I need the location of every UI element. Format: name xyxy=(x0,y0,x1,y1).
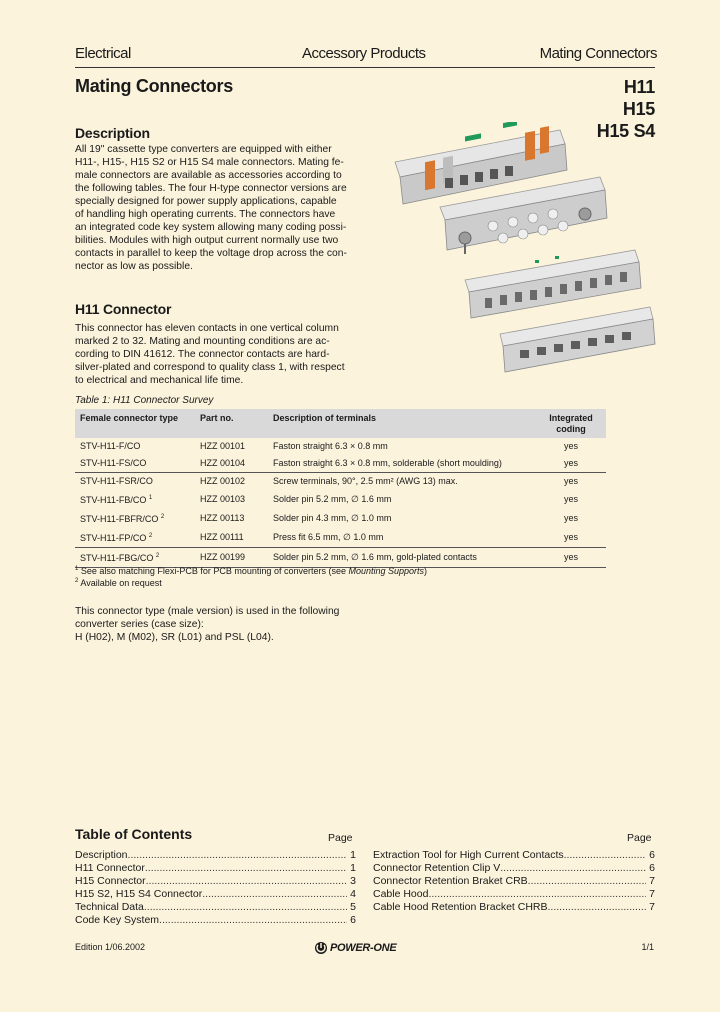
toc-entry-label: Cable Hood xyxy=(373,888,429,900)
h11-line: to electrical and mechanical life time. xyxy=(75,375,244,386)
type-tag-h11: H11 xyxy=(623,77,655,97)
footnote-marker: 2 xyxy=(160,514,165,520)
toc-entry-h15-connector[interactable] xyxy=(75,875,356,888)
cell-part: HZZ 00111 xyxy=(200,532,244,542)
cell-part: HZZ 00113 xyxy=(200,513,245,523)
cell-type-text: STV-H11-FP/CO xyxy=(80,533,147,543)
toc-entry-label: Connector Retention Braket CRB xyxy=(373,875,528,887)
toc-entry-label: H15 S2, H15 S4 Connector xyxy=(75,888,203,900)
header-rule xyxy=(75,67,655,68)
cell-type xyxy=(75,509,195,528)
toc-entry-h11-connector[interactable] xyxy=(75,862,356,875)
toc-entry-label: Technical Data xyxy=(75,901,144,913)
toc-entry-label: H11 Connector xyxy=(75,862,145,874)
toc-entry-page: 1 xyxy=(350,862,356,874)
description-line: specially designed for power supply applications, capable xyxy=(75,196,337,207)
footnote-1-reference: Mounting Supports xyxy=(348,566,425,576)
usage-text xyxy=(75,605,357,644)
header-category-label: Accessory Products xyxy=(302,45,426,62)
usage-line: This connector type (male version) is used in the following xyxy=(75,606,340,617)
cell-type-text: STV-H11-FBG/CO xyxy=(80,553,154,563)
description-text xyxy=(75,143,357,273)
toc-entry-retention-braket[interactable] xyxy=(373,875,655,888)
cell-type: STV-H11-F/CO xyxy=(80,441,141,451)
table-row xyxy=(75,455,606,473)
cell-description: Solder pin 5.2 mm, ∅ 1.6 mm, gold-plated contacts xyxy=(268,548,536,568)
footnote-marker: 2 xyxy=(155,553,160,559)
logo-wordmark: POWER-ONE xyxy=(330,942,397,954)
page-number: 1/1 xyxy=(641,942,654,952)
footnote-1: $^1$ See also matching Flexi-PCB for PCB mounting of converters (see Mounting Supports) xyxy=(75,566,428,576)
col-header-description: Description of terminals xyxy=(268,409,536,438)
cell-part: HZZ 00101 xyxy=(200,441,246,451)
toc-page-label-left: Page xyxy=(328,832,353,844)
usage-line: converter series (case size): xyxy=(75,619,204,630)
description-line: All 19" cassette type converters are equipped with either xyxy=(75,144,332,155)
cell-type xyxy=(75,528,195,548)
toc-entry-page: 7 xyxy=(649,888,655,900)
footnote-2: $^2$ Available on request xyxy=(75,578,162,588)
description-line: of handling high operating currents. The connectors have xyxy=(75,209,336,220)
toc-entry-page: 7 xyxy=(649,901,655,913)
toc-entry-page: 6 xyxy=(649,849,655,861)
toc-entry-retention-clip[interactable] xyxy=(373,862,655,875)
footnote-marker: 1 xyxy=(148,495,153,501)
h11-line: This connector has eleven contacts in one vertical column xyxy=(75,323,339,334)
table-row xyxy=(75,473,606,491)
cell-type xyxy=(75,548,195,568)
connector-h11-image xyxy=(465,250,641,318)
toc-entry-cable-hood-bracket[interactable] xyxy=(373,901,655,914)
cell-type-text: STV-H11-FB/CO xyxy=(80,495,147,505)
description-line: an integrated code key system allowing many coding possi- xyxy=(75,222,347,233)
connector-photo xyxy=(385,122,660,380)
type-tag-h15-s4: H15 S4 xyxy=(596,121,655,141)
cell-coding: yes xyxy=(536,473,606,491)
cell-description: Faston straight 6.3 × 0.8 mm, solderable (short moulding) xyxy=(273,458,502,468)
cell-description: Solder pin 5.2 mm, ∅ 1.6 mm xyxy=(273,494,392,504)
cell-type: STV-H11-FS/CO xyxy=(80,458,147,468)
description-line: nector as low as possible. xyxy=(75,261,193,272)
cell-coding: yes xyxy=(563,513,578,523)
description-heading: Description xyxy=(75,125,150,141)
toc-entry-page: 6 xyxy=(649,862,655,874)
toc-entry-label: Extraction Tool for High Current Contacts xyxy=(373,849,564,861)
cell-coding: yes xyxy=(563,441,578,451)
cell-part: HZZ 00199 xyxy=(195,548,268,568)
table-caption: Table 1: H11 Connector Survey xyxy=(75,395,214,406)
cell-part: HZZ 00102 xyxy=(195,473,268,491)
footnote-1-end: ) xyxy=(424,566,428,576)
cell-description: Faston straight 6.3 × 0.8 mm xyxy=(273,441,388,451)
cell-type xyxy=(75,490,195,509)
toc-entry-label: Connector Retention Clip V xyxy=(373,862,501,874)
logo-emblem-icon xyxy=(314,941,328,955)
toc-entry-page: 4 xyxy=(350,888,356,900)
footnote-1-text: See also matching Flexi-PCB for PCB mounting of converters (see xyxy=(80,566,346,576)
toc-entry-page: 3 xyxy=(350,875,356,887)
table-row xyxy=(75,548,606,568)
cell-part: HZZ 00103 xyxy=(200,494,246,504)
col-header-part: Part no. xyxy=(195,409,268,438)
toc-entry-cable-hood[interactable] xyxy=(373,888,655,901)
cell-description: Press fit 6.5 mm, ∅ 1.0 mm xyxy=(273,532,384,542)
col-header-type: Female connector type xyxy=(75,409,195,438)
description-line: the following tables. The four H-type connector versions are xyxy=(75,183,347,194)
col-header-coding: Integrated coding xyxy=(536,409,606,438)
h11-line: silver-plated and correspond to quality class 1, with respect xyxy=(75,362,345,373)
footnote-2-text: Available on request xyxy=(80,578,162,588)
cell-description: Screw terminals, 90°, 2.5 mm² (AWG 13) max. xyxy=(268,473,536,491)
edition-label: Edition 1/06.2002 xyxy=(75,942,146,952)
table-row xyxy=(75,528,606,548)
cell-type: STV-H11-FSR/CO xyxy=(75,473,195,491)
cell-coding: yes xyxy=(563,494,578,504)
table-row xyxy=(75,490,606,509)
table-row xyxy=(75,438,606,455)
connector-survey-table xyxy=(75,409,606,568)
toc-entry-label: Code Key System xyxy=(75,914,160,926)
type-tag-h15: H15 xyxy=(622,99,655,119)
power-one-logo xyxy=(314,941,396,955)
toc-entry-description[interactable] xyxy=(75,849,356,862)
cell-part: HZZ 00104 xyxy=(200,458,246,468)
description-line: contacts in parallel to keep the voltage drop across the con- xyxy=(75,248,347,259)
toc-entry-extraction-tool[interactable] xyxy=(373,849,655,862)
toc-page-label-right: Page xyxy=(627,832,652,844)
h11-line: marked 2 to 32. Mating and mounting conditions are ac- xyxy=(75,336,330,347)
toc-entry-page: 7 xyxy=(649,875,655,887)
table-header-row xyxy=(75,409,606,438)
description-line: H11-, H15-, H15 S2 or H15 S4 male connectors. Mating fe- xyxy=(75,157,344,168)
usage-line: H (H02), M (M02), SR (L01) and PSL (L04). xyxy=(75,632,274,643)
toc-entry-label: Cable Hood Retention Bracket CHRB xyxy=(373,901,548,913)
description-line: bilities. Modules with high output current normally use two xyxy=(75,235,339,246)
cell-type-text: STV-H11-FBFR/CO xyxy=(80,514,159,524)
toc-entry-page: 1 xyxy=(350,849,356,861)
toc-entry-code-key-system[interactable] xyxy=(75,914,356,927)
header-section-label: Electrical xyxy=(75,45,131,62)
h11-line: cording to DIN 41612. The connector contacts are hard- xyxy=(75,349,330,360)
page-title: Mating Connectors xyxy=(75,76,233,96)
toc-entry-h15-s2-s4-connector[interactable] xyxy=(75,888,356,901)
toc-entry-page: 5 xyxy=(350,901,356,913)
table-row xyxy=(75,509,606,528)
cell-coding: yes xyxy=(563,458,578,468)
footnote-marker: 2 xyxy=(148,533,153,539)
toc-entry-page: 6 xyxy=(350,914,356,926)
connector-h11-bottom-image xyxy=(500,307,655,372)
toc-entry-technical-data[interactable] xyxy=(75,901,356,914)
h11-heading: H11 Connector xyxy=(75,301,172,317)
toc-entry-label: Description xyxy=(75,849,128,861)
cell-description: Solder pin 4.3 mm, ∅ 1.0 mm xyxy=(273,513,392,523)
description-line: male connectors are available as accessories according to xyxy=(75,170,342,181)
cell-coding: yes xyxy=(563,532,578,542)
cell-coding: yes xyxy=(536,548,606,568)
header-topic-label: Mating Connectors xyxy=(539,45,657,62)
toc-entry-label: H15 Connector xyxy=(75,875,146,887)
h11-text xyxy=(75,322,357,387)
toc-title: Table of Contents xyxy=(75,826,193,842)
